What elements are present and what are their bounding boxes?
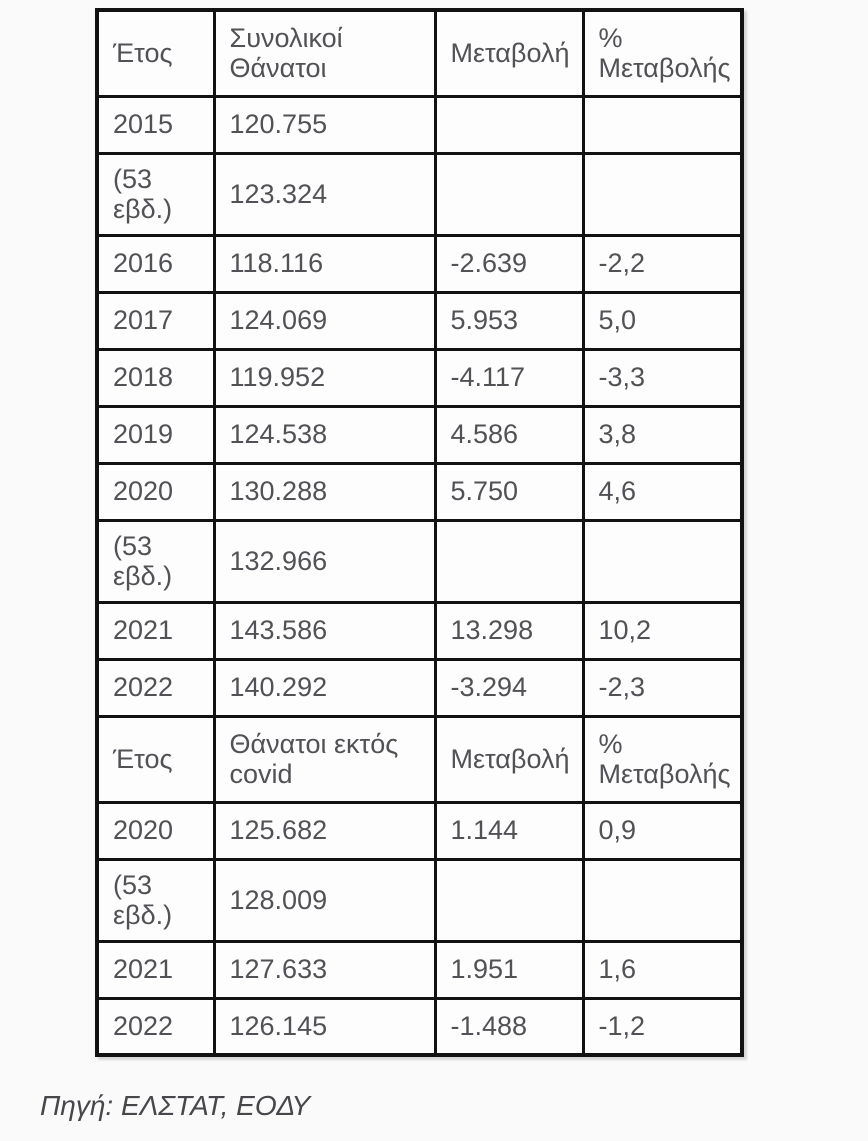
cell-deaths: 127.633 xyxy=(214,941,435,998)
cell-pct-change: -3,3 xyxy=(583,349,742,406)
cell-deaths: 143.586 xyxy=(214,602,435,659)
table-header-row-total xyxy=(97,10,742,96)
cell-change xyxy=(435,859,583,941)
mortality-table-container xyxy=(95,8,744,1057)
cell-change: 13.298 xyxy=(435,602,583,659)
cell-pct-change: -2,2 xyxy=(583,235,742,292)
table-row xyxy=(97,802,742,859)
cell-year: 2020 xyxy=(97,802,214,859)
table-row xyxy=(97,463,742,520)
cell-deaths: 130.288 xyxy=(214,463,435,520)
cell-change: 1.144 xyxy=(435,802,583,859)
cell-year: 2021 xyxy=(97,602,214,659)
column-header-pct-change: % Μεταβολής xyxy=(583,10,742,96)
cell-pct-change: -1,2 xyxy=(583,998,742,1055)
cell-change xyxy=(435,153,583,235)
cell-year: (53 εβδ.) xyxy=(97,859,214,941)
cell-year: 2016 xyxy=(97,235,214,292)
cell-change: 4.586 xyxy=(435,406,583,463)
cell-year: 2022 xyxy=(97,659,214,716)
cell-deaths: 124.538 xyxy=(214,406,435,463)
cell-change: -2.639 xyxy=(435,235,583,292)
source-note: Πηγή: ΕΛΣΤΑΤ, ΕΟΔΥ xyxy=(40,1090,311,1121)
cell-pct-change: 5,0 xyxy=(583,292,742,349)
cell-change xyxy=(435,520,583,602)
cell-deaths: 123.324 xyxy=(214,153,435,235)
column-header-change: Μεταβολή xyxy=(435,10,583,96)
table-row xyxy=(97,941,742,998)
cell-change: 1.951 xyxy=(435,941,583,998)
cell-deaths: 126.145 xyxy=(214,998,435,1055)
table-row xyxy=(97,406,742,463)
table-row xyxy=(97,659,742,716)
column-header-year: Έτος xyxy=(97,716,214,802)
cell-deaths: 118.116 xyxy=(214,235,435,292)
cell-year: 2019 xyxy=(97,406,214,463)
table-row xyxy=(97,96,742,153)
cell-pct-change: 3,8 xyxy=(583,406,742,463)
cell-change: 5.750 xyxy=(435,463,583,520)
cell-pct-change: 4,6 xyxy=(583,463,742,520)
column-header-change: Μεταβολή xyxy=(435,716,583,802)
cell-year: 2021 xyxy=(97,941,214,998)
cell-year: (53 εβδ.) xyxy=(97,153,214,235)
table-row xyxy=(97,292,742,349)
cell-pct-change xyxy=(583,153,742,235)
table-row xyxy=(97,349,742,406)
mortality-table xyxy=(95,8,744,1057)
table-row xyxy=(97,859,742,941)
column-header-year: Έτος xyxy=(97,10,214,96)
cell-pct-change: 0,9 xyxy=(583,802,742,859)
cell-year: 2015 xyxy=(97,96,214,153)
cell-deaths: 128.009 xyxy=(214,859,435,941)
cell-deaths: 125.682 xyxy=(214,802,435,859)
cell-pct-change xyxy=(583,520,742,602)
column-header-non-covid-deaths: Θάνατοι εκτός covid xyxy=(214,716,435,802)
cell-change xyxy=(435,96,583,153)
cell-change: -3.294 xyxy=(435,659,583,716)
cell-deaths: 140.292 xyxy=(214,659,435,716)
cell-year: (53 εβδ.) xyxy=(97,520,214,602)
table-row xyxy=(97,153,742,235)
cell-change: -1.488 xyxy=(435,998,583,1055)
cell-change: 5.953 xyxy=(435,292,583,349)
cell-deaths: 124.069 xyxy=(214,292,435,349)
cell-year: 2022 xyxy=(97,998,214,1055)
cell-year: 2017 xyxy=(97,292,214,349)
cell-deaths: 119.952 xyxy=(214,349,435,406)
table-header-row-non-covid xyxy=(97,716,742,802)
table-row xyxy=(97,602,742,659)
table-row xyxy=(97,520,742,602)
cell-pct-change xyxy=(583,859,742,941)
column-header-total-deaths: Συνολικοί Θάνατοι xyxy=(214,10,435,96)
cell-pct-change: 1,6 xyxy=(583,941,742,998)
cell-deaths: 132.966 xyxy=(214,520,435,602)
table-row xyxy=(97,998,742,1055)
cell-pct-change: 10,2 xyxy=(583,602,742,659)
cell-deaths: 120.755 xyxy=(214,96,435,153)
cell-year: 2020 xyxy=(97,463,214,520)
column-header-pct-change: % Μεταβολής xyxy=(583,716,742,802)
cell-pct-change: -2,3 xyxy=(583,659,742,716)
cell-change: -4.117 xyxy=(435,349,583,406)
cell-pct-change xyxy=(583,96,742,153)
table-row xyxy=(97,235,742,292)
cell-year: 2018 xyxy=(97,349,214,406)
